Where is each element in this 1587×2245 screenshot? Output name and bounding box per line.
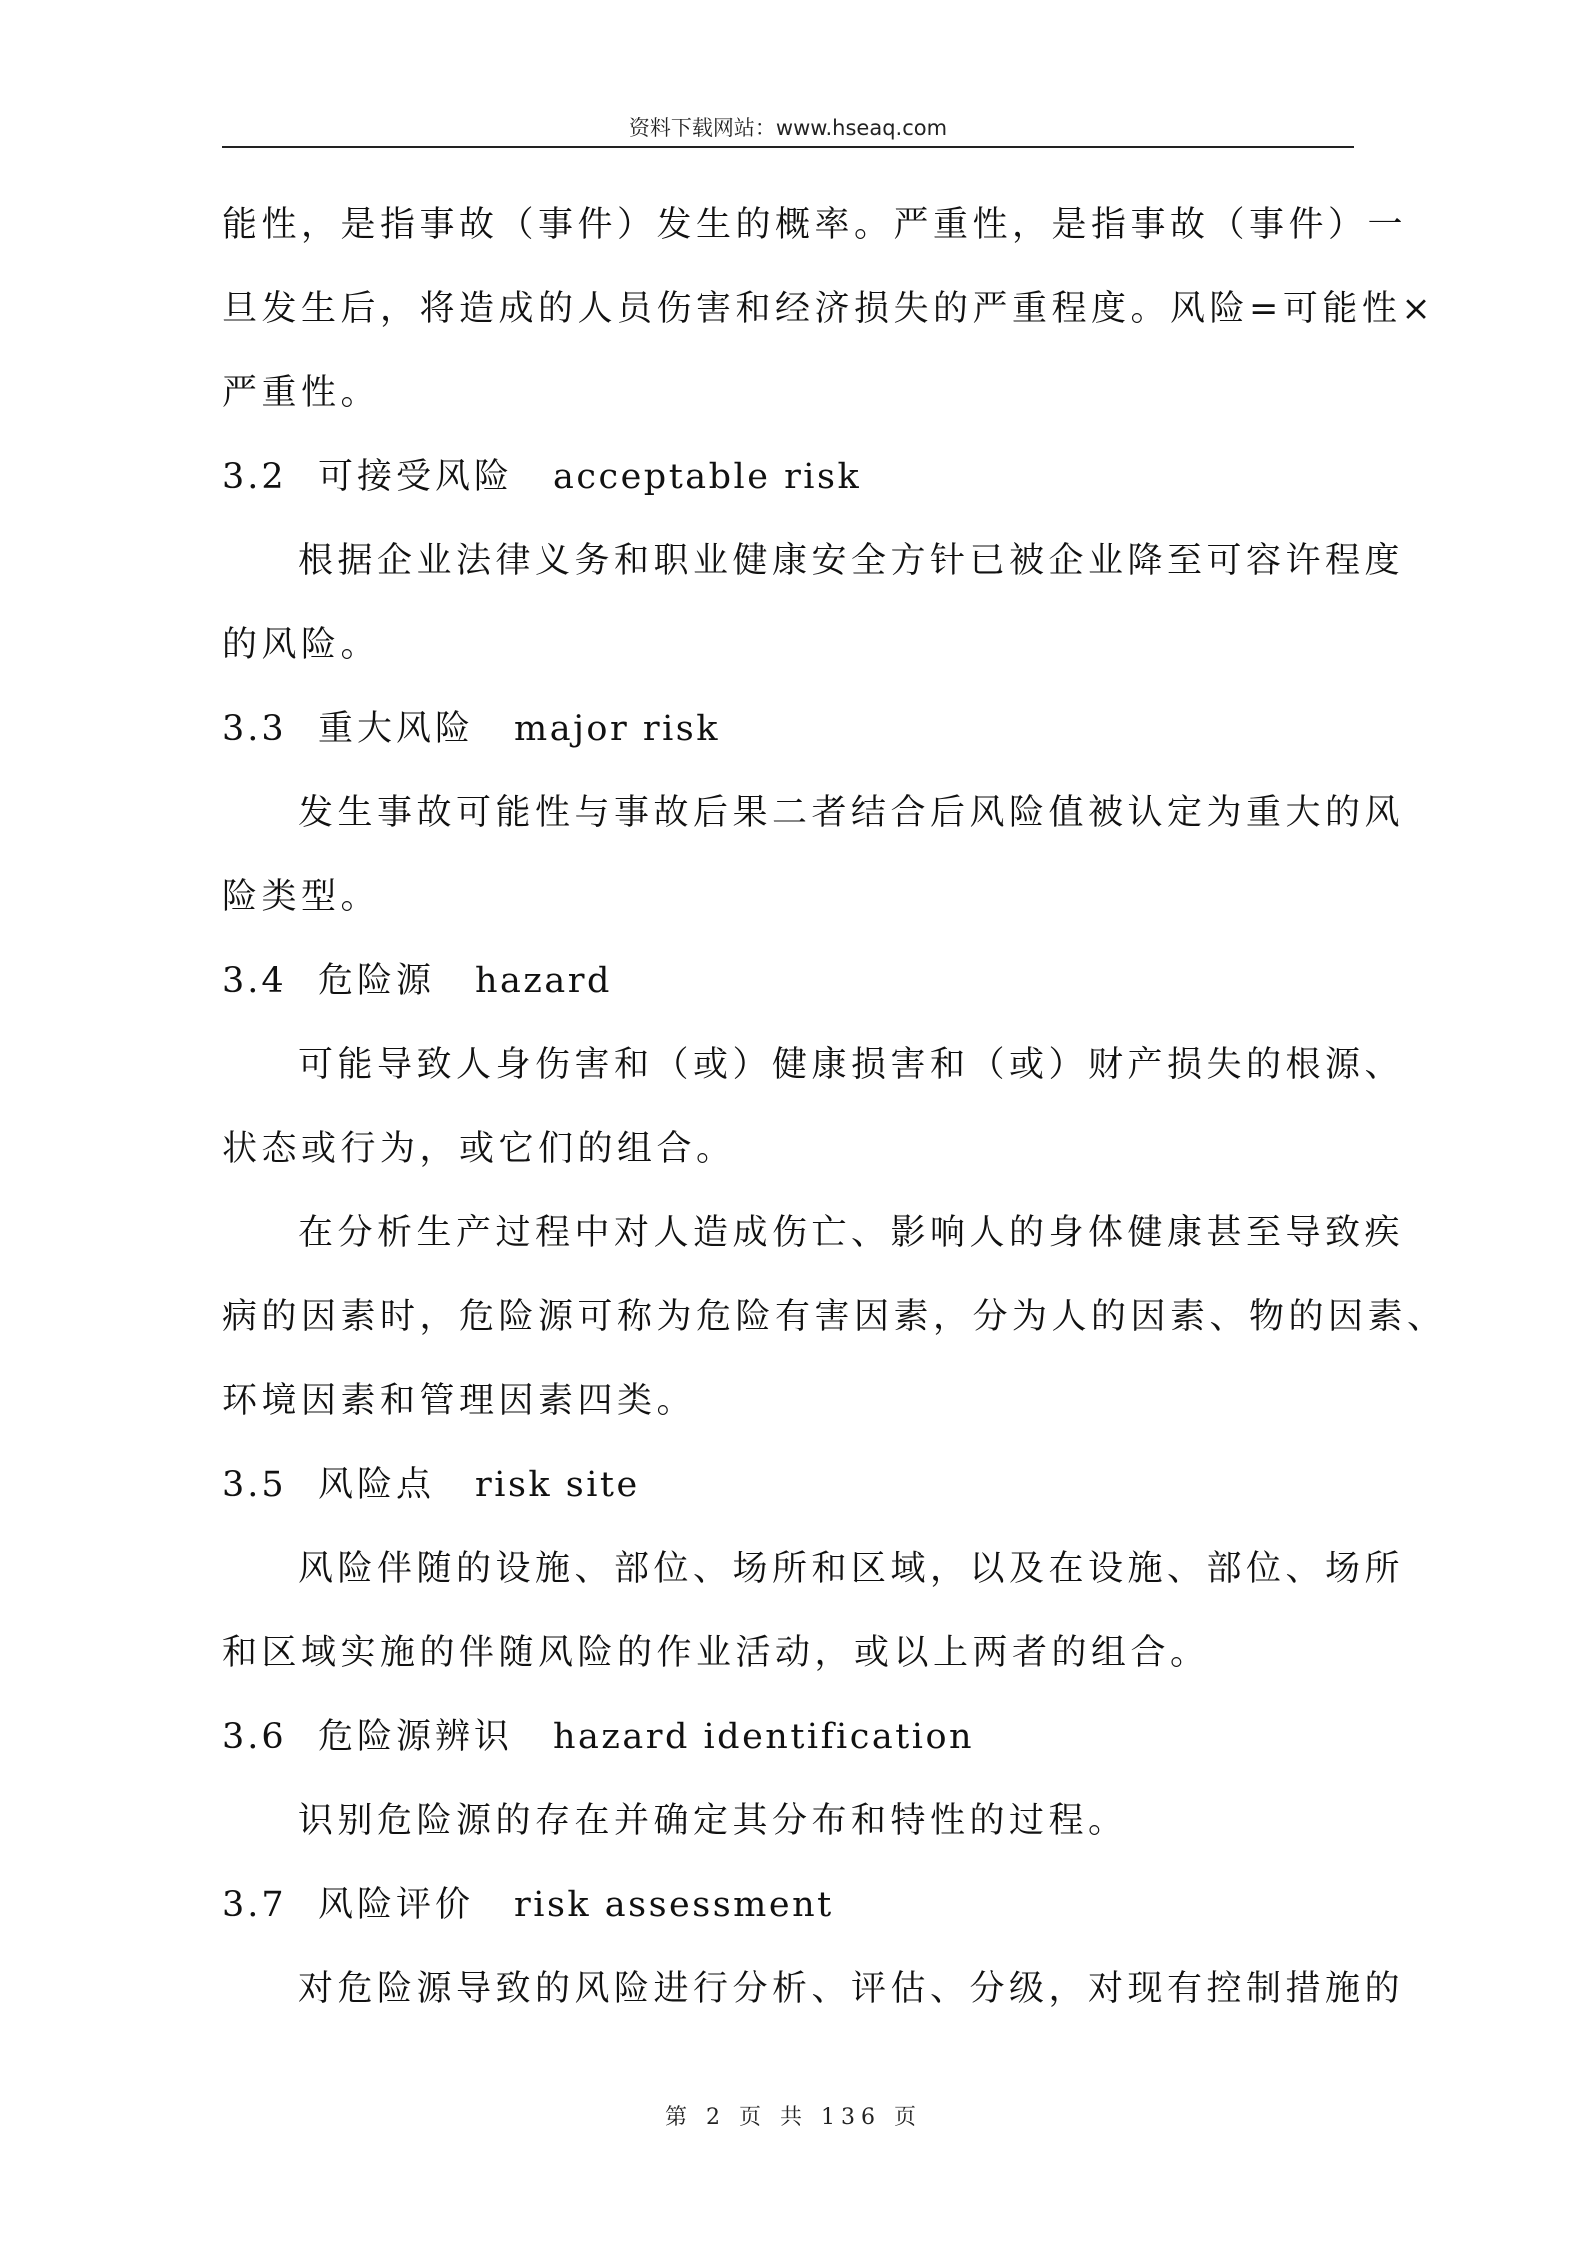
section-heading-3-5 — [222, 1450, 1354, 1534]
section-number: 3.6 — [222, 1717, 287, 1757]
paragraph-line: 对危险源导致的风险进行分析、评估、分级，对现有控制措施的 — [298, 1969, 1405, 2009]
term-english: major risk — [514, 709, 720, 749]
section-number: 3.5 — [222, 1465, 287, 1505]
term-chinese: 可接受风险 — [318, 457, 514, 497]
paragraph-line: 险类型。 — [222, 877, 381, 917]
page-header: 资料下载网站：www.hseaq.com — [628, 116, 948, 140]
paragraph-line: 的风险。 — [222, 625, 381, 665]
section-heading-3-2 — [222, 442, 1354, 526]
paragraph-line: 严重性。 — [222, 373, 381, 413]
paragraph-line: 能性，是指事故（事件）发生的概率。严重性，是指事故（事件）一 — [222, 205, 1408, 245]
term-english: risk site — [475, 1465, 640, 1505]
term-chinese: 危险源辨识 — [318, 1717, 514, 1757]
paragraph-line: 病的因素时，危险源可称为危险有害因素，分为人的因素、物的因素、 — [222, 1297, 1447, 1337]
paragraph-line: 和区域实施的伴随风险的作业活动，或以上两者的组合。 — [222, 1633, 1210, 1673]
section-number: 3.4 — [222, 961, 287, 1001]
section-heading-3-4 — [222, 946, 1354, 1030]
paragraph-line: 可能导致人身伤害和（或）健康损害和（或）财产损失的根源、 — [298, 1045, 1405, 1085]
paragraph-line: 旦发生后，将造成的人员伤害和经济损失的严重程度。风险=可能性× — [222, 289, 1436, 329]
term-chinese: 风险点 — [318, 1465, 436, 1505]
document-body — [222, 190, 1447, 2038]
section-number: 3.7 — [222, 1885, 287, 1925]
term-chinese: 重大风险 — [318, 709, 475, 749]
section-number: 3.3 — [222, 709, 287, 749]
paragraph-line: 在分析生产过程中对人造成伤亡、影响人的身体健康甚至导致疾 — [298, 1213, 1405, 1253]
paragraph-line: 发生事故可能性与事故后果二者结合后风险值被认定为重大的风 — [298, 793, 1405, 833]
section-heading-3-3 — [222, 694, 1354, 778]
term-english: acceptable risk — [553, 457, 862, 497]
paragraph-line: 根据企业法律义务和职业健康安全方针已被企业降至可容许程度 — [298, 541, 1405, 581]
term-chinese: 危险源 — [318, 961, 436, 1001]
page-number-footer: 第 2 页 共 136 页 — [665, 2105, 922, 2130]
section-number: 3.2 — [222, 457, 287, 497]
term-chinese: 风险评价 — [318, 1885, 475, 1925]
term-english: risk assessment — [514, 1885, 834, 1925]
term-english: hazard identification — [553, 1717, 975, 1757]
section-heading-3-7 — [222, 1870, 1354, 1954]
header-divider — [222, 146, 1354, 148]
paragraph-line: 状态或行为，或它们的组合。 — [222, 1129, 736, 1169]
paragraph-line: 环境因素和管理因素四类。 — [222, 1381, 697, 1421]
term-english: hazard — [475, 961, 612, 1001]
paragraph-line: 风险伴随的设施、部位、场所和区域，以及在设施、部位、场所 — [298, 1549, 1405, 1589]
paragraph-line: 识别危险源的存在并确定其分布和特性的过程。 — [298, 1801, 1128, 1841]
section-heading-3-6 — [222, 1702, 1354, 1786]
